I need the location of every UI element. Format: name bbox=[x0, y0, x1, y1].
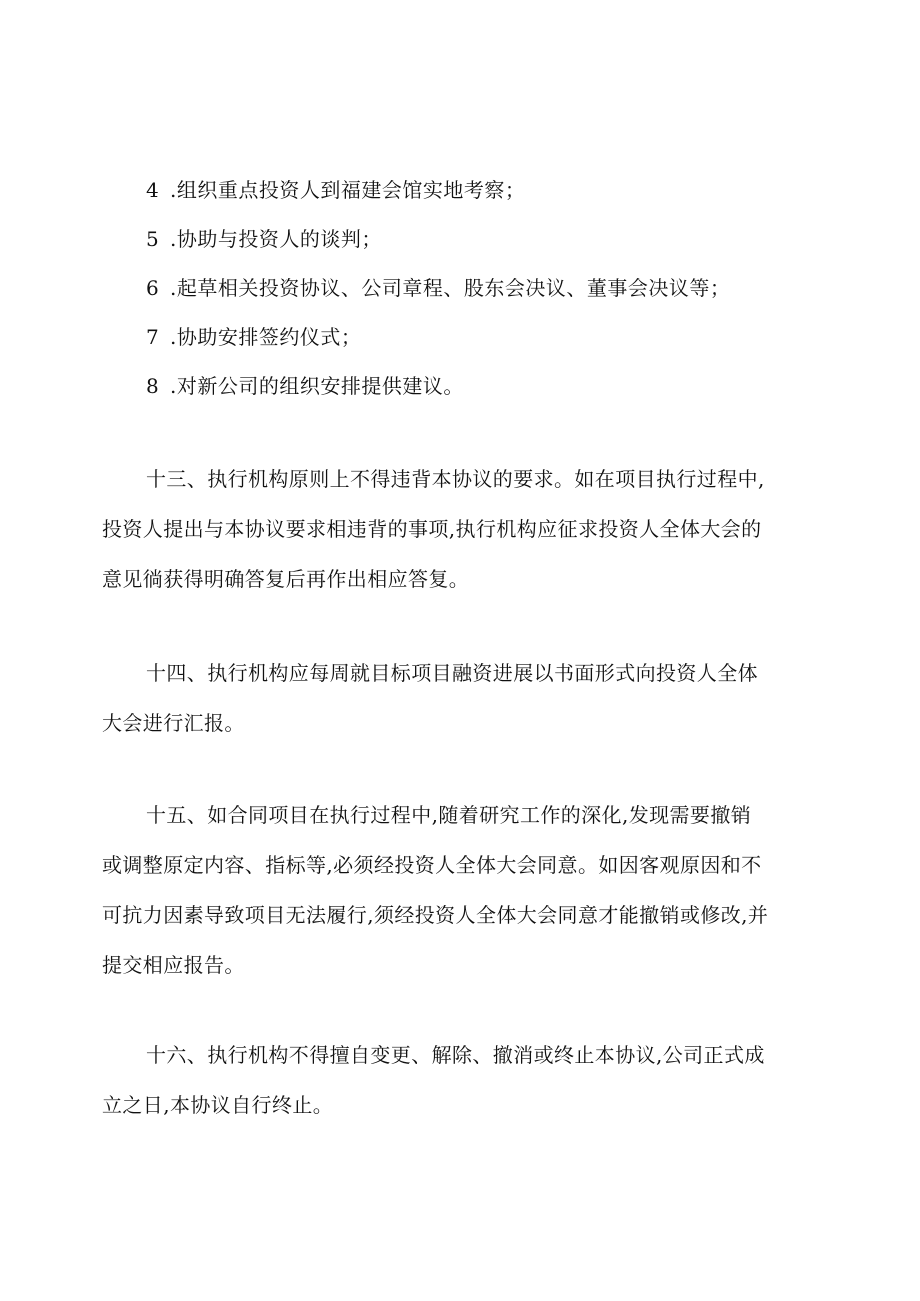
paragraph-line: 十六、执行机构不得擅自变更、解除、撤消或终止本协议,公司正式成 bbox=[146, 1043, 765, 1067]
list-item bbox=[146, 268, 846, 317]
clause-13-paragraph bbox=[102, 454, 818, 604]
paragraph-line: 立之日,本协议自行终止。 bbox=[102, 1093, 334, 1117]
list-item-number: 5 bbox=[146, 227, 160, 251]
list-item-number: 8 bbox=[146, 374, 160, 398]
paragraph-line: 大会进行汇报。 bbox=[102, 711, 245, 735]
paragraph-line: 意见徜获得明确答复后再作出相应答复。 bbox=[102, 567, 470, 591]
paragraph-line: 十三、执行机构原则上不得违背本协议的要求。如在项目执行过程中, bbox=[146, 467, 765, 491]
list-item-text: .组织重点投资人到福建会馆实地考察； bbox=[170, 178, 526, 202]
list-item-number: 4 bbox=[146, 178, 160, 202]
list-item-text: .起草相关投资协议、公司章程、股东会决议、董事会决议等； bbox=[170, 276, 731, 300]
clause-14-paragraph bbox=[102, 648, 818, 748]
list-item bbox=[146, 366, 846, 415]
list-item-text: .协助与投资人的谈判； bbox=[170, 227, 382, 251]
paragraph-line: 提交相应报告。 bbox=[102, 953, 245, 977]
clause-16-paragraph bbox=[102, 1030, 818, 1130]
paragraph-line: 可抗力因素导致项目无法履行,须经投资人全体大会同意才能撤销或修改,并 bbox=[102, 903, 769, 927]
list-item bbox=[146, 317, 846, 366]
list-item-number: 6 bbox=[146, 276, 160, 300]
list-item bbox=[146, 219, 846, 268]
clause-15-paragraph bbox=[102, 790, 818, 990]
paragraph-line: 投资人提出与本协议要求相违背的事项,执行机构应征求投资人全体大会的 bbox=[102, 517, 762, 541]
list-item-number: 7 bbox=[146, 325, 160, 349]
numbered-list bbox=[146, 170, 846, 415]
paragraph-line: 十五、如合同项目在执行过程中,随着研究工作的深化,发现需要撤销 bbox=[146, 803, 752, 827]
list-item-text: .协助安排签约仪式； bbox=[170, 325, 362, 349]
paragraph-line: 或调整原定内容、指标等,必须经投资人全体大会同意。如因客观原因和不 bbox=[102, 853, 762, 877]
list-item-text: .对新公司的组织安排提供建议。 bbox=[170, 374, 464, 398]
paragraph-line: 十四、执行机构应每周就目标项目融资进展以书面形式向投资人全体 bbox=[146, 661, 758, 685]
list-item bbox=[146, 170, 846, 219]
